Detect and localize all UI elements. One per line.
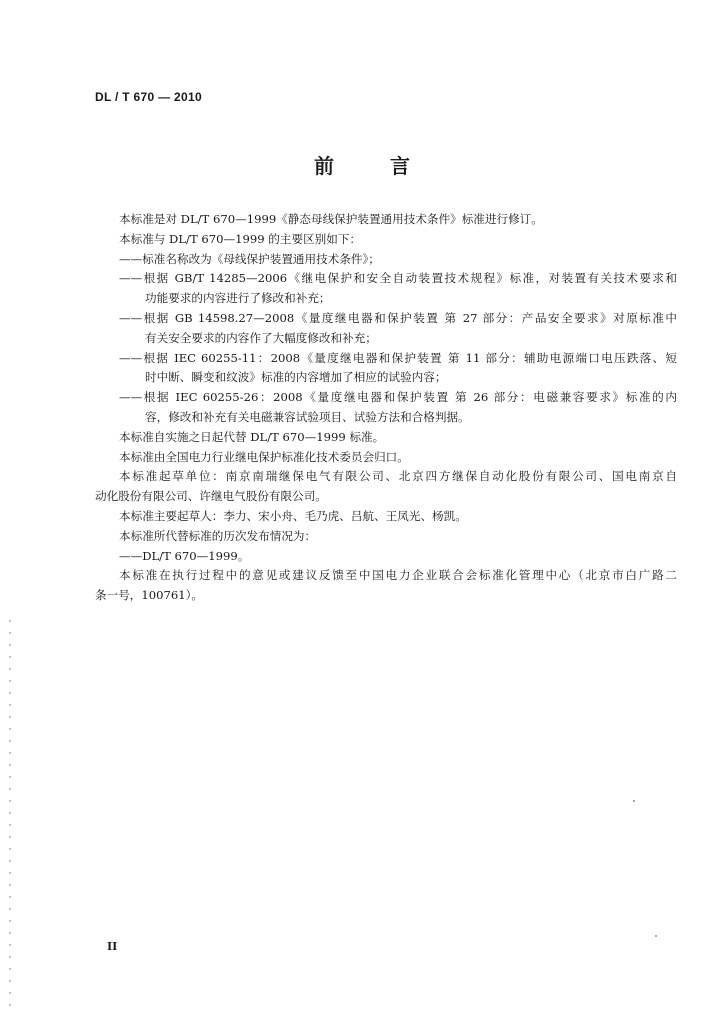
scan-speck [655, 935, 657, 937]
title-char-2: 言 [390, 154, 410, 178]
paragraph: 本标准由全国电力行业继电保护标准化技术委员会归口。 [119, 449, 409, 464]
list-item-continuation: 时中断、瞬变和纹波》标准的内容增加了相应的试验内容； [145, 370, 447, 385]
list-item: ——根据 GB 14598.27—2008《量度继电器和保护装置 第 27 部分：产品安全要求》对原标准中 [119, 310, 677, 325]
list-item: ——DL/T 670—1999。 [119, 548, 250, 563]
paragraph-continuation: 条一号，100761）。 [95, 588, 204, 603]
foreword-body [95, 210, 677, 606]
paragraph: 本标准所代替标准的历次发布情况为： [119, 528, 317, 543]
document-code: DL / T 670 — 2010 [95, 90, 202, 104]
paragraph-continuation: 动化股份有限公司、许继电气股份有限公司。 [95, 489, 327, 504]
scan-margin-dots [9, 615, 11, 1015]
page-title [0, 150, 724, 179]
paragraph: 本标准与 DL/T 670—1999 的主要区别如下： [119, 231, 362, 246]
list-item-continuation: 功能要求的内容进行了修改和补充； [145, 291, 331, 306]
paragraph: 本标准主要起草人：李力、宋小舟、毛乃虎、吕航、王凤光、杨凯。 [119, 508, 467, 523]
title-char-1: 前 [314, 154, 334, 178]
list-item-continuation: 容，修改和补充有关电磁兼容试验项目、试验方法和合格判据。 [145, 409, 470, 424]
list-item: ——根据 IEC 60255-11：2008《量度继电器和保护装置 第 11 部分：辅助电源端口电压跌落、短 [119, 350, 677, 365]
page-number: II [107, 940, 118, 953]
list-item: ——标准名称改为《母线保护装置通用技术条件》； [119, 251, 380, 266]
list-item: ——根据 GB/T 14285—2006《继电保护和安全自动装置技术规程》标准，对装置有关技术要求和 [119, 271, 677, 286]
paragraph: 本标准是对 DL/T 670—1999《静态母线保护装置通用技术条件》标准进行修订。 [119, 212, 543, 226]
list-item-continuation: 有关安全要求的内容作了大幅度修改和补充； [145, 330, 377, 345]
scan-speck [633, 800, 635, 802]
paragraph: 本标准自实施之日起代替 DL/T 670—1999 标准。 [119, 429, 385, 444]
paragraph: 本标准起草单位：南京南瑞继保电气有限公司、北京四方继保自动化股份有限公司、国电南京自 [119, 469, 677, 484]
paragraph: 本标准在执行过程中的意见或建议反馈至中国电力企业联合会标准化管理中心（北京市白广路二 [119, 568, 677, 583]
list-item: ——根据 IEC 60255-26：2008《量度继电器和保护装置 第 26 部分：电磁兼容要求》标准的内 [119, 390, 677, 405]
